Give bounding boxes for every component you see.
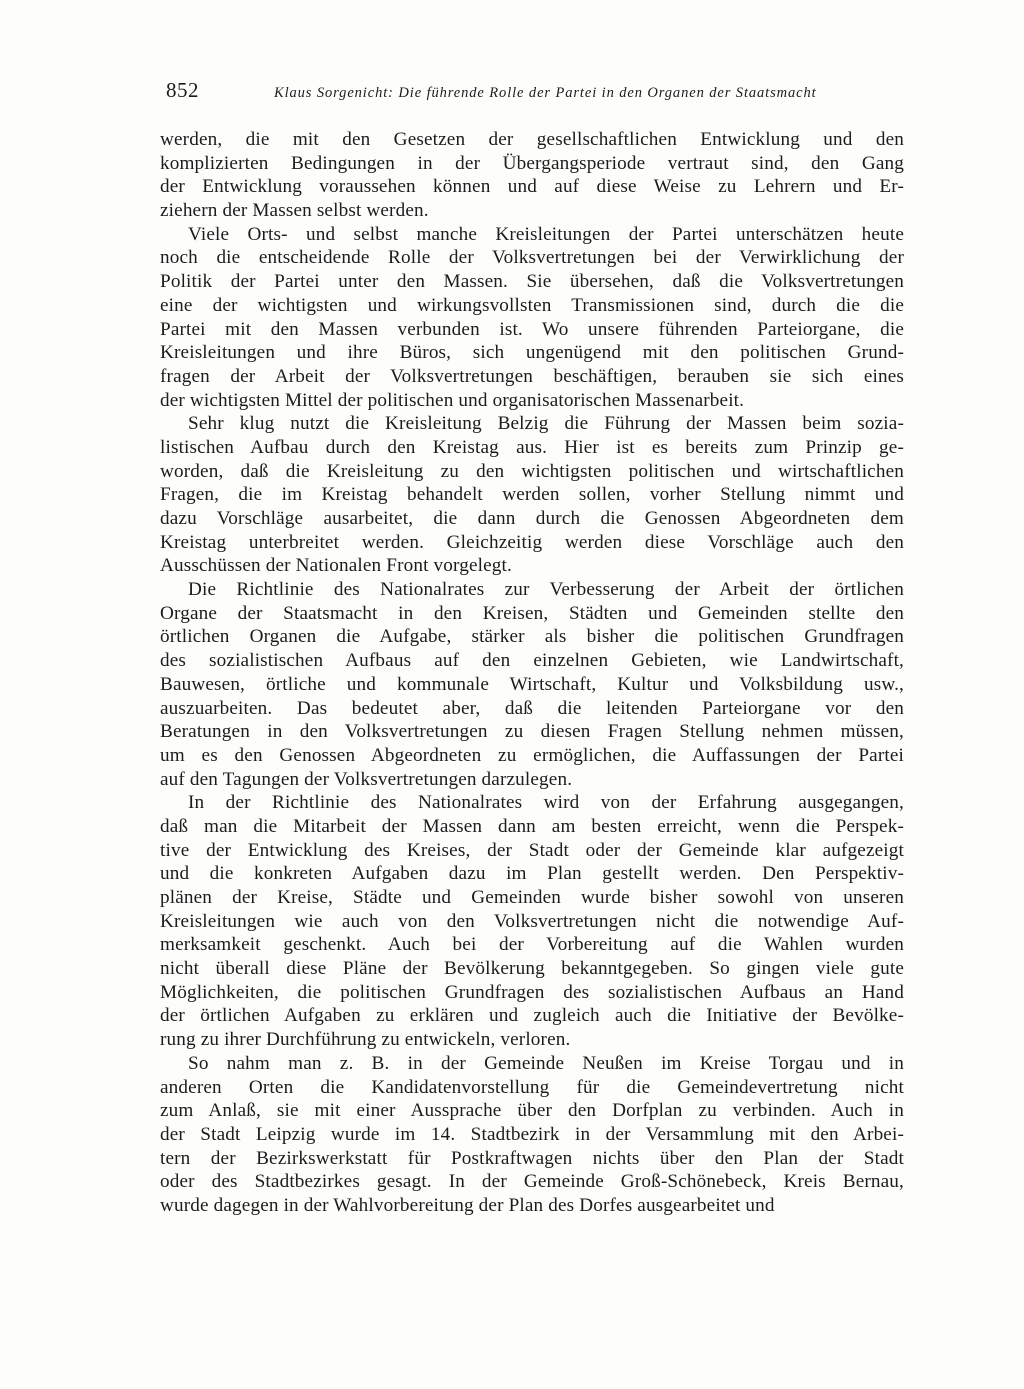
text-line: und die konkreten Aufgaben dazu im Plan gestellt werden. Den Perspektiv-	[160, 863, 904, 885]
text-line: Organe der Staatsmacht in den Kreisen, Städten und Gemeinden stellte den	[160, 602, 904, 624]
text-line: fragen der Arbeit der Volksvertretungen beschäftigen, berauben sie sich eines	[160, 365, 904, 387]
text-line: nicht überall diese Pläne der Bevölkerung bekanntgegeben. So gingen viele gute	[160, 958, 904, 980]
text-line: listischen Aufbau durch den Kreistag aus. Hier ist es bereits zum Prinzip ge-	[160, 436, 904, 458]
text-line: der örtlichen Aufgaben zu erklären und zugleich auch die Initiative der Bevölke-	[160, 1005, 904, 1027]
text-line: Partei mit den Massen verbunden ist. Wo unsere führenden Parteiorgane, die	[160, 318, 904, 340]
page-header	[162, 78, 908, 108]
paragraph	[160, 412, 904, 578]
text-line: Sehr klug nutzt die Kreisleitung Belzig die Führung der Massen beim sozia-	[188, 413, 904, 435]
text-line: merksamkeit geschenkt. Auch bei der Vorbereitung auf die Wahlen wurden	[160, 934, 904, 956]
text-line: ziehern der Massen selbst werden.	[160, 200, 429, 222]
text-line: dazu Vorschläge ausarbeitet, die dann durch die Genossen Abgeordneten dem	[160, 508, 904, 529]
text-line: worden, daß die Kreisleitung zu den wichtigsten politischen und wirtschaftlichen	[160, 460, 904, 482]
text-line: tive der Entwicklung des Kreises, der Stadt oder der Gemeinde klar aufgezeigt	[160, 839, 904, 861]
text-line: Möglichkeiten, die politischen Grundfragen des sozialistischen Aufbaus an Hand	[160, 981, 904, 1003]
text-line: örtlichen Organen die Aufgabe, stärker als bisher die politischen Grundfragen	[160, 626, 904, 648]
text-line: So nahm man z. B. in der Gemeinde Neußen im Kreise Torgau und in	[188, 1052, 904, 1074]
paragraph	[160, 791, 904, 1052]
text-line: eine der wichtigsten und wirkungsvollsten Transmissionen sind, durch die die	[160, 294, 904, 316]
text-line: zum Anlaß, sie mit einer Aussprache über den Dorfplan zu verbinden. Auch in	[160, 1100, 904, 1122]
text-line: Bauwesen, örtliche und kommunale Wirtschaft, Kultur und Volksbildung usw.,	[160, 673, 904, 695]
body-text	[160, 128, 904, 1218]
text-line: Viele Orts- und selbst manche Kreisleitungen der Partei unterschätzen heute	[188, 223, 904, 245]
text-line: Kreisleitungen und ihre Büros, sich ungenügend mit den politischen Grund-	[160, 342, 904, 364]
text-line: komplizierten Bedingungen in der Übergangsperiode vertraut sind, den Gang	[160, 152, 904, 174]
text-line: der Entwicklung voraussehen können und auf diese Weise zu Lehrern und Er-	[160, 176, 904, 198]
page-number: 852	[166, 78, 199, 102]
text-line: rung zu ihrer Durchführung zu entwickeln, verloren.	[160, 1029, 571, 1051]
text-line: Politik der Partei unter den Massen. Sie übersehen, daß die Volksvertretungen	[160, 271, 904, 293]
text-line: Die Richtlinie des Nationalrates zur Verbesserung der Arbeit der örtlichen	[188, 579, 904, 601]
paragraph	[160, 578, 904, 791]
text-line: wurde dagegen in der Wahlvorbereitung der Plan des Dorfes ausgearbeitet und	[160, 1194, 775, 1216]
text-line: Kreisleitungen wie auch von den Volksvertretungen nicht die notwendige Auf-	[160, 910, 904, 932]
text-line: daß man die Mitarbeit der Massen dann am besten erreicht, wenn die Perspek-	[160, 815, 904, 837]
text-line: Beratungen in den Volksvertretungen zu diesen Fragen Stellung nehmen müssen,	[160, 721, 904, 743]
text-line: anderen Orten die Kandidatenvorstellung für die Gemeindevertretung nicht	[160, 1076, 904, 1098]
paragraph	[160, 223, 904, 413]
text-line: noch die entscheidende Rolle der Volksvertretungen bei der Verwirklichung der	[160, 247, 904, 269]
text-line: auszuarbeiten. Das bedeutet aber, daß die leitenden Parteiorgane vor den	[160, 697, 904, 719]
text-line: Kreistag unterbreitet werden. Gleichzeitig werden diese Vorschläge auch den	[160, 531, 904, 553]
text-line: des sozialistischen Aufbaus auf den einzelnen Gebieten, wie Landwirtschaft,	[160, 650, 904, 672]
text-line: der Stadt Leipzig wurde im 14. Stadtbezirk in der Versammlung mit den Arbei-	[160, 1123, 904, 1145]
text-line: oder des Stadtbezirkes gesagt. In der Gemeinde Groß-Schönebeck, Kreis Bernau,	[160, 1171, 904, 1193]
text-line: der wichtigsten Mittel der politischen und organisatorischen Massenarbeit.	[160, 389, 745, 411]
paragraph	[160, 128, 904, 223]
paragraph	[160, 1052, 904, 1218]
text-line: um es den Genossen Abgeordneten zu ermöglichen, die Auffassungen der Partei	[160, 744, 904, 766]
text-line: Fragen, die im Kreistag behandelt werden sollen, vorher Stellung nimmt und	[160, 484, 904, 506]
text-line: tern der Bezirkswerkstatt für Postkraftwagen nichts über den Plan der Stadt	[160, 1147, 904, 1169]
text-line: auf den Tagungen der Volksvertretungen darzulegen.	[160, 768, 573, 790]
text-line: plänen der Kreise, Städte und Gemeinden wurde bisher sowohl von unseren	[160, 887, 904, 908]
text-line: Ausschüssen der Nationalen Front vorgelegt.	[160, 555, 512, 577]
text-line: In der Richtlinie des Nationalrates wird von der Erfahrung ausgegangen,	[188, 792, 904, 814]
running-head: Klaus Sorgenicht: Die führende Rolle der Partei in den Organen der Staatsmacht	[274, 85, 817, 101]
text-line: werden, die mit den Gesetzen der gesellschaftlichen Entwicklung und den	[160, 129, 904, 150]
